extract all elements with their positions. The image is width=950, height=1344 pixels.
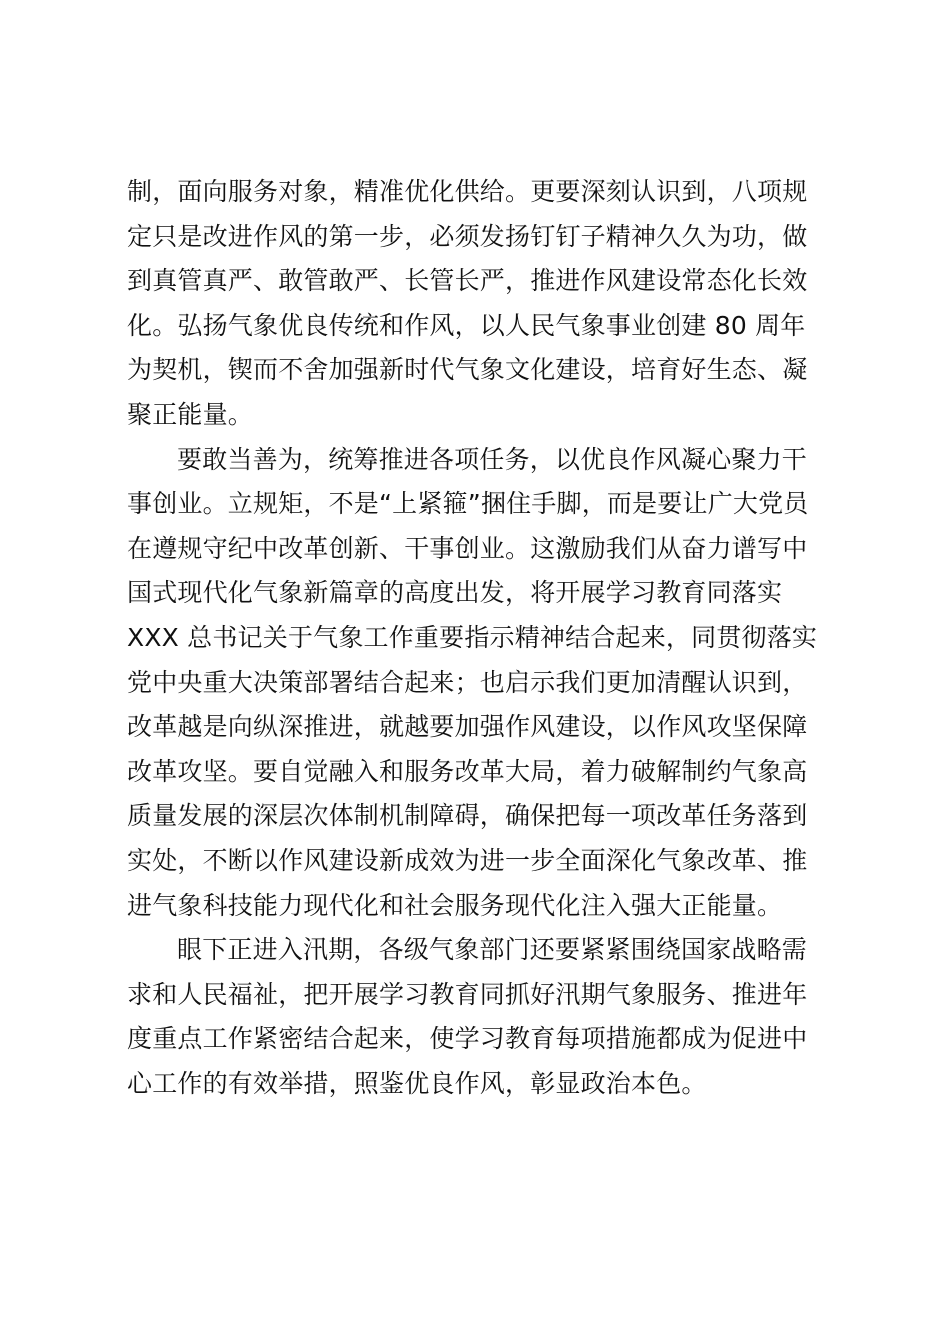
- text-line: 为契机，锲而不舍加强新时代气象文化建设，培育好生态、凝: [127, 355, 808, 385]
- text-line: 到真管真严、敢管敢严、长管长严，推进作风建设常态化长效: [127, 266, 808, 296]
- paragraph-2: [127, 438, 822, 929]
- text-line: XXX 总书记关于气象工作重要指示精神结合起来，同贯彻落实: [127, 622, 818, 652]
- text-line: 实处，不断以作风建设新成效为进一步全面深化气象改革、推: [127, 845, 808, 875]
- text-line: 度重点工作紧密结合起来，使学习教育每项措施都成为促进中: [127, 1024, 808, 1054]
- text-line: 心工作的有效举措，照鉴优良作风，彰显政治本色。: [127, 1068, 707, 1098]
- paragraph-3: [127, 928, 822, 1106]
- text-line: 在遵规守纪中改革创新、干事创业。这激励我们从奋力谱写中: [127, 533, 808, 563]
- text-line: 聚正能量。: [127, 399, 254, 429]
- text-line: 进气象科技能力现代化和社会服务现代化注入强大正能量。: [127, 890, 783, 920]
- text-line: 国式现代化气象新篇章的高度出发，将开展学习教育同落实: [127, 578, 783, 608]
- text-line-indented: 要敢当善为，统筹推进各项任务，以优良作风凝心聚力干: [177, 444, 808, 474]
- text-line: 化。弘扬气象优良传统和作风，以人民气象事业创建 80 周年: [127, 310, 806, 340]
- text-line: 党中央重大决策部署结合起来；也启示我们更加清醒认识到，: [127, 667, 808, 697]
- document-body: [127, 170, 822, 1106]
- text-line: 事创业。立规矩，不是“上紧箍”捆住手脚，而是要让广大党员: [127, 489, 809, 519]
- paragraph-1: [127, 170, 822, 438]
- text-line: 改革攻坚。要自觉融入和服务改革大局，着力破解制约气象高: [127, 756, 808, 786]
- text-line: 质量发展的深层次体制机制障碍，确保把每一项改革任务落到: [127, 801, 808, 831]
- text-line-indented: 眼下正进入汛期，各级气象部门还要紧紧围绕国家战略需: [177, 935, 808, 965]
- text-line: 求和人民福祉，把开展学习教育同抓好汛期气象服务、推进年: [127, 979, 808, 1009]
- text-line: 制，面向服务对象，精准优化供给。更要深刻认识到，八项规: [127, 177, 808, 206]
- text-line: 定只是改进作风的第一步，必须发扬钉钉子精神久久为功，做: [127, 221, 808, 251]
- text-line: 改革越是向纵深推进，就越要加强作风建设，以作风攻坚保障: [127, 712, 808, 742]
